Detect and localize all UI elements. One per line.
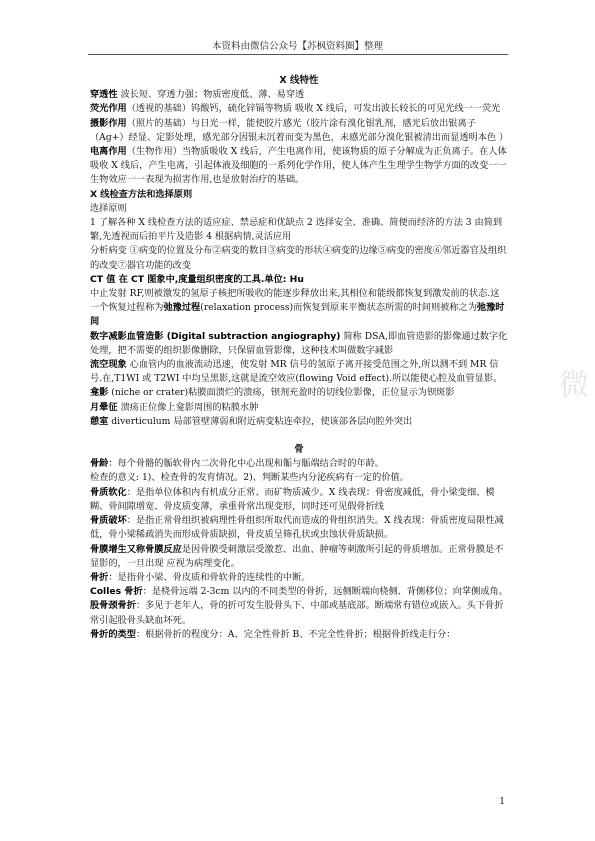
line-lesion-analysis: 分析病变 ①病变的位置及分布②病变的数目③病变的形状④病变的边缘⑤病变的密度⑥邻近器官及组织的改变⑦器官功能的改变 xyxy=(90,245,507,271)
term-bone-age: 骨龄 xyxy=(90,458,109,470)
text-fracture: ：是指骨小梁、骨皮质和骨软骨的连续性的中断。 xyxy=(108,571,311,583)
term-ionization: 电离作用 xyxy=(90,146,127,158)
line-principles-list: 1 了解各种 X 线检查方法的适应症、禁忌症和优缺点 2 选择安全、准确、简便而经济的方法 3 由简到繁,先透视而后拍平片及造影 4 根据病情,灵活应用 xyxy=(90,217,503,243)
paragraph-penetration xyxy=(90,88,508,102)
text-fracture-types: ：根据骨折的程度分：A、完全性骨折 B、不完全性骨折；根据骨折线走行分： xyxy=(135,628,456,640)
term-bone-destruction: 骨质破坏 xyxy=(90,515,127,527)
term-halo: 月晕征 xyxy=(90,401,118,413)
paragraph-diverticulum xyxy=(90,415,508,429)
paragraph-photography xyxy=(90,117,508,145)
term-ct-value: CT 值 在 CT 图象中,度量组织密度的工具.单位: Hu xyxy=(90,273,304,285)
term-periosteal-reaction: 骨膜增生又称骨膜反应 xyxy=(90,543,182,555)
paragraph-fracture xyxy=(90,571,508,585)
text-diverticulum: diverticulum 局部管壁薄弱和附近病变粘连牵拉，使该部各层向腔外突出 xyxy=(108,415,413,427)
paragraph-ionization xyxy=(90,145,508,188)
section-title-xray: X 线特性 xyxy=(279,75,319,86)
paragraph-exam-significance xyxy=(90,471,508,485)
paragraph-fluorescence xyxy=(90,102,508,116)
page-content xyxy=(90,74,508,642)
term-penetration: 穿透性 xyxy=(90,89,118,101)
text-bone-destruction: ：是指正常骨组织被病理性骨组织所取代而造成的骨组织消失。X 线表现：骨质密度局限性减低，骨小梁稀疏消失而形成骨质缺损，骨皮质呈筛孔状或虫蚀状骨质缺损。 xyxy=(90,515,504,541)
term-osteomalacia: 骨质软化 xyxy=(90,486,127,498)
term-dsa: 数字减影血管造影 (Digital subtraction angiography) xyxy=(90,330,341,342)
paragraph-niche xyxy=(90,386,508,400)
text-exam-significance: 检查的意义: 1)、检查骨的发育情况。2)、判断某些内分泌疾病有一定的价值。 xyxy=(90,472,409,484)
paragraph-bone-destruction xyxy=(90,514,508,542)
term-flow-void: 流空现象 xyxy=(90,359,127,371)
watermark: 微 xyxy=(559,368,591,403)
term-relaxation-time: 弛豫时间 xyxy=(90,302,505,328)
term-fluorescence: 荧光作用 xyxy=(90,103,127,115)
header-rule xyxy=(88,54,508,55)
text-relaxation: (relaxation process)而恢复到原来平衡状态所需的时间则被称之为 xyxy=(200,302,477,314)
term-colles-fracture: Colles 骨折 xyxy=(90,586,143,598)
term-relaxation: 弛豫过程 xyxy=(163,302,201,314)
text-fluorescence: （透视的基础）钨酸钙，硫化锌镉等物质 吸收 X 线后，可发出波长较长的可见光线一一荧光 xyxy=(126,103,501,115)
text-femoral-neck-fracture: ：多见于老年人，骨的折可发生股骨头下、中部或基底部。断端常有错位或嵌入。头下骨折常引起股骨头缺血坏死。 xyxy=(90,600,504,626)
text-flow-void: 心血管内的血液流动迅速，使发射 MR 信号的氢原子离开接受范围之外,所以测不到 MR 信号.在,T1WI 或 T2WI 中均呈黑影,这就是流空效应(flowing Void effect).所以能使心腔及血管显影。 xyxy=(90,359,503,385)
text-photography: （照片的基础）与日光一样，能使胶片感光（胶片涂有溴化银乳剂，感光后放出银离子（Ag+）经显、定影处理，感光部分因银未沉着而变为黑色，未感光部分溴化银被清出而显透明本色 ） xyxy=(90,117,509,143)
text-colles-fracture: ：是桡骨远端 2-3cm 以内的不同类型的骨折，远侧断端向桡侧、背侧移位；向掌侧成角。 xyxy=(142,586,508,598)
term-diverticulum: 憩室 xyxy=(90,415,109,427)
paragraph-fracture-types xyxy=(90,628,508,642)
paragraph-bone-age xyxy=(90,457,508,471)
term-fracture-types: 骨折的类型 xyxy=(90,628,136,640)
paragraph-flow-void xyxy=(90,358,508,386)
text-penetration: 波长短、穿透力强；物质密度低、薄、易穿透 xyxy=(117,89,305,101)
text-dsa: 简称 DSA,即血管造影的影像通过数字化处理，把不需要的组织影像删除，只保留血管影像，这种技术叫做数字减影 xyxy=(90,330,508,356)
paragraph-femoral-neck-fracture xyxy=(90,599,508,627)
paragraph-osteomalacia xyxy=(90,486,508,514)
page-number: 1 xyxy=(499,797,505,807)
term-fracture: 骨折 xyxy=(90,571,109,583)
text-relaxation-intro: 中止发射 RF,则被激发的氢原子核把所吸收的能逐步释放出来,其相位和能级都恢复到激发前的状态.这一个恢复过程称为 xyxy=(90,288,500,314)
section-title-bone: 骨 xyxy=(294,444,304,456)
text-periosteal-reaction: 是因骨膜受刺激层受激惹、出血、肿瘤等刺激所引起的骨质增加。正常骨膜是不显影的，一旦出现 应视为病理变化。 xyxy=(90,543,504,569)
paragraph-dsa xyxy=(90,330,508,358)
term-niche: 龛影 xyxy=(90,387,109,399)
text-niche: (niche or crater)粘膜面溃烂的溃疡，钡剂充盈时的切线位影像，正位显示为钡斑影 xyxy=(108,387,455,399)
paragraph-periosteal-reaction xyxy=(90,543,508,571)
text-osteomalacia: ：是指单位体积内有机成分正常、而矿物质减少。X 线表现：骨密度减低，骨小梁变细、模糊、骨间隙增宽、骨皮质变薄，承重骨常出现变形，同时还可见假骨折线 xyxy=(90,486,495,512)
term-femoral-neck-fracture: 股骨颈骨折 xyxy=(90,600,136,612)
section-spacer xyxy=(90,429,508,443)
text-halo: 溃疡正位像上龛影周围的粘膜水肿 xyxy=(117,401,259,413)
term-photography: 摄影作用 xyxy=(90,117,127,129)
paragraph-relaxation xyxy=(90,287,508,330)
paragraph-halo xyxy=(90,401,508,415)
paragraph-colles-fracture xyxy=(90,585,508,599)
section-title-methods: X 线检查方法和选择原则 xyxy=(90,188,193,200)
page-header: 本资料由微信公众号【苏枫资料圈】整理 xyxy=(211,41,383,52)
line-selection-principle: 选择原则 xyxy=(90,202,127,214)
text-ionization: （生物作用）当物质吸收 X 线后，产生电离作用，使该物质的原子分解成为正负离子。在人体吸收 X 线后，产生电离，引起体液及细胞的一系列化学作用，使人体产生生理学生物学方面的改变一一生物效应一一表现为损害作用,也是放射治疗的基础。 xyxy=(90,146,507,186)
text-bone-age: ：每个骨骼的骺软骨内二次骨化中心出现和骺与骺端结合时的年龄。 xyxy=(108,458,384,470)
